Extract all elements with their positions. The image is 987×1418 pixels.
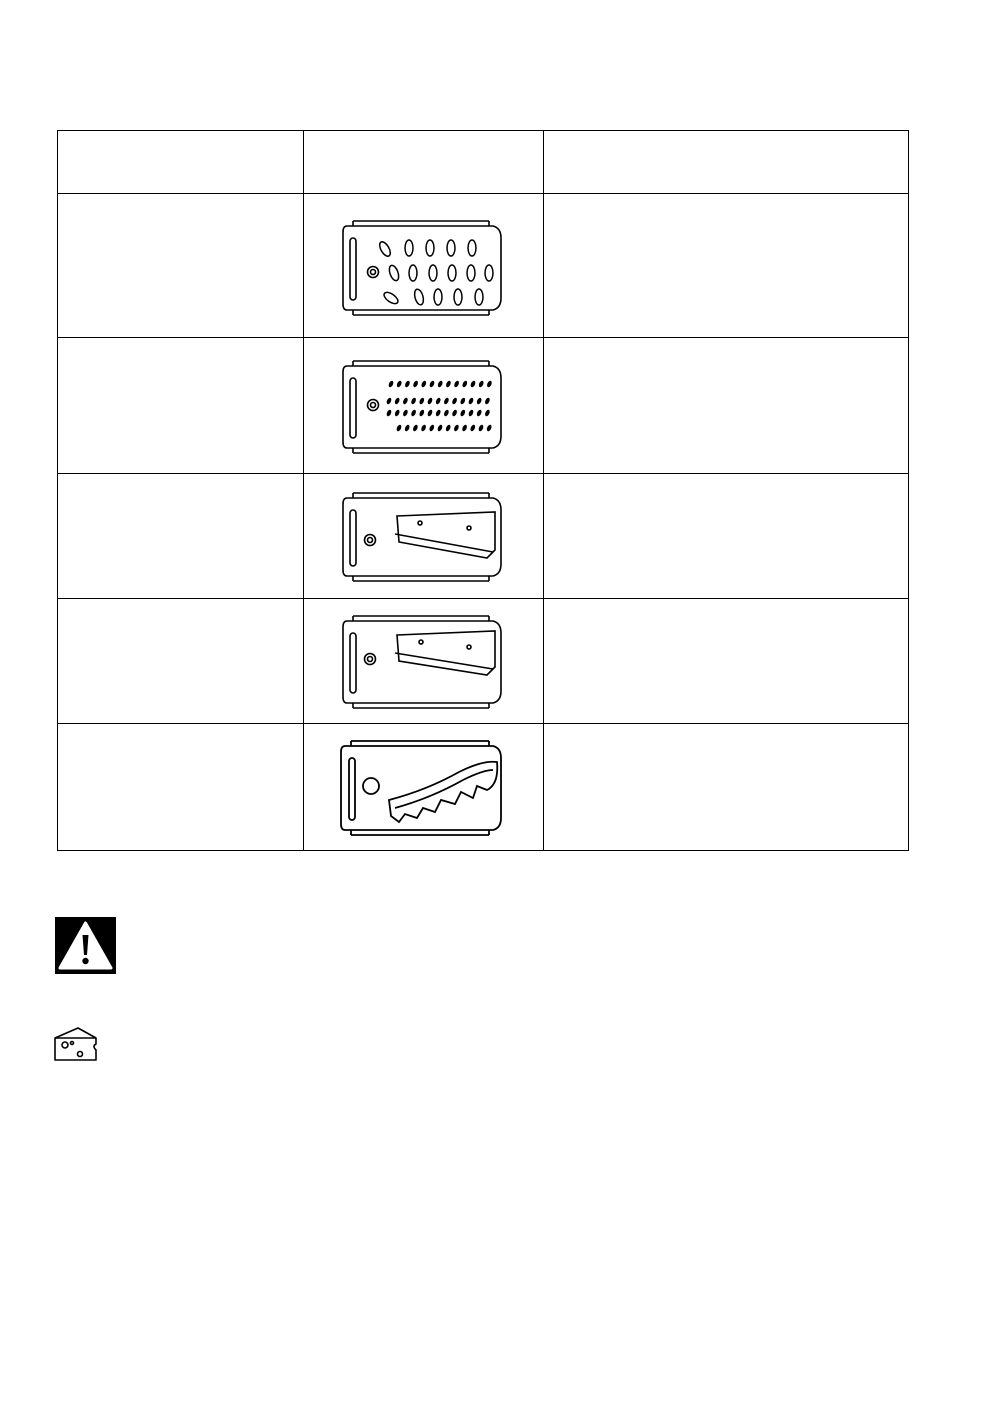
cone-name-cell <box>58 194 304 338</box>
cone-picture-cell <box>304 338 544 474</box>
wavy-slicer-cone-icon <box>337 738 511 836</box>
cone-picture-cell <box>304 599 544 724</box>
cone-name-cell <box>58 724 304 851</box>
header-cone-picture <box>304 131 544 194</box>
cone-name-cell <box>58 338 304 474</box>
cone-picture-cell <box>304 194 544 338</box>
coarse-grater-cone-icon <box>339 216 509 316</box>
cone-use-cell <box>544 338 909 474</box>
header-cone-name <box>58 131 304 194</box>
cone-name-cell <box>58 599 304 724</box>
header-cone-use <box>544 131 909 194</box>
cheese-icon <box>52 1026 100 1062</box>
cone-picture-cell <box>304 474 544 599</box>
table-row <box>58 194 909 338</box>
cone-use-cell <box>544 724 909 851</box>
cone-use-cell <box>544 599 909 724</box>
thick-slicer-cone-icon <box>339 490 509 582</box>
cone-picture-cell <box>304 724 544 851</box>
fine-grater-cone-icon <box>339 358 509 454</box>
table-header-row <box>58 131 909 194</box>
cone-use-cell <box>544 194 909 338</box>
table-row <box>58 724 909 851</box>
cones-table <box>57 130 909 851</box>
cone-name-cell <box>58 474 304 599</box>
table-row <box>58 474 909 599</box>
cone-use-cell <box>544 474 909 599</box>
table-row <box>58 338 909 474</box>
warning-triangle-icon <box>55 917 116 974</box>
table-row <box>58 599 909 724</box>
thin-slicer-cone-icon <box>339 613 509 709</box>
